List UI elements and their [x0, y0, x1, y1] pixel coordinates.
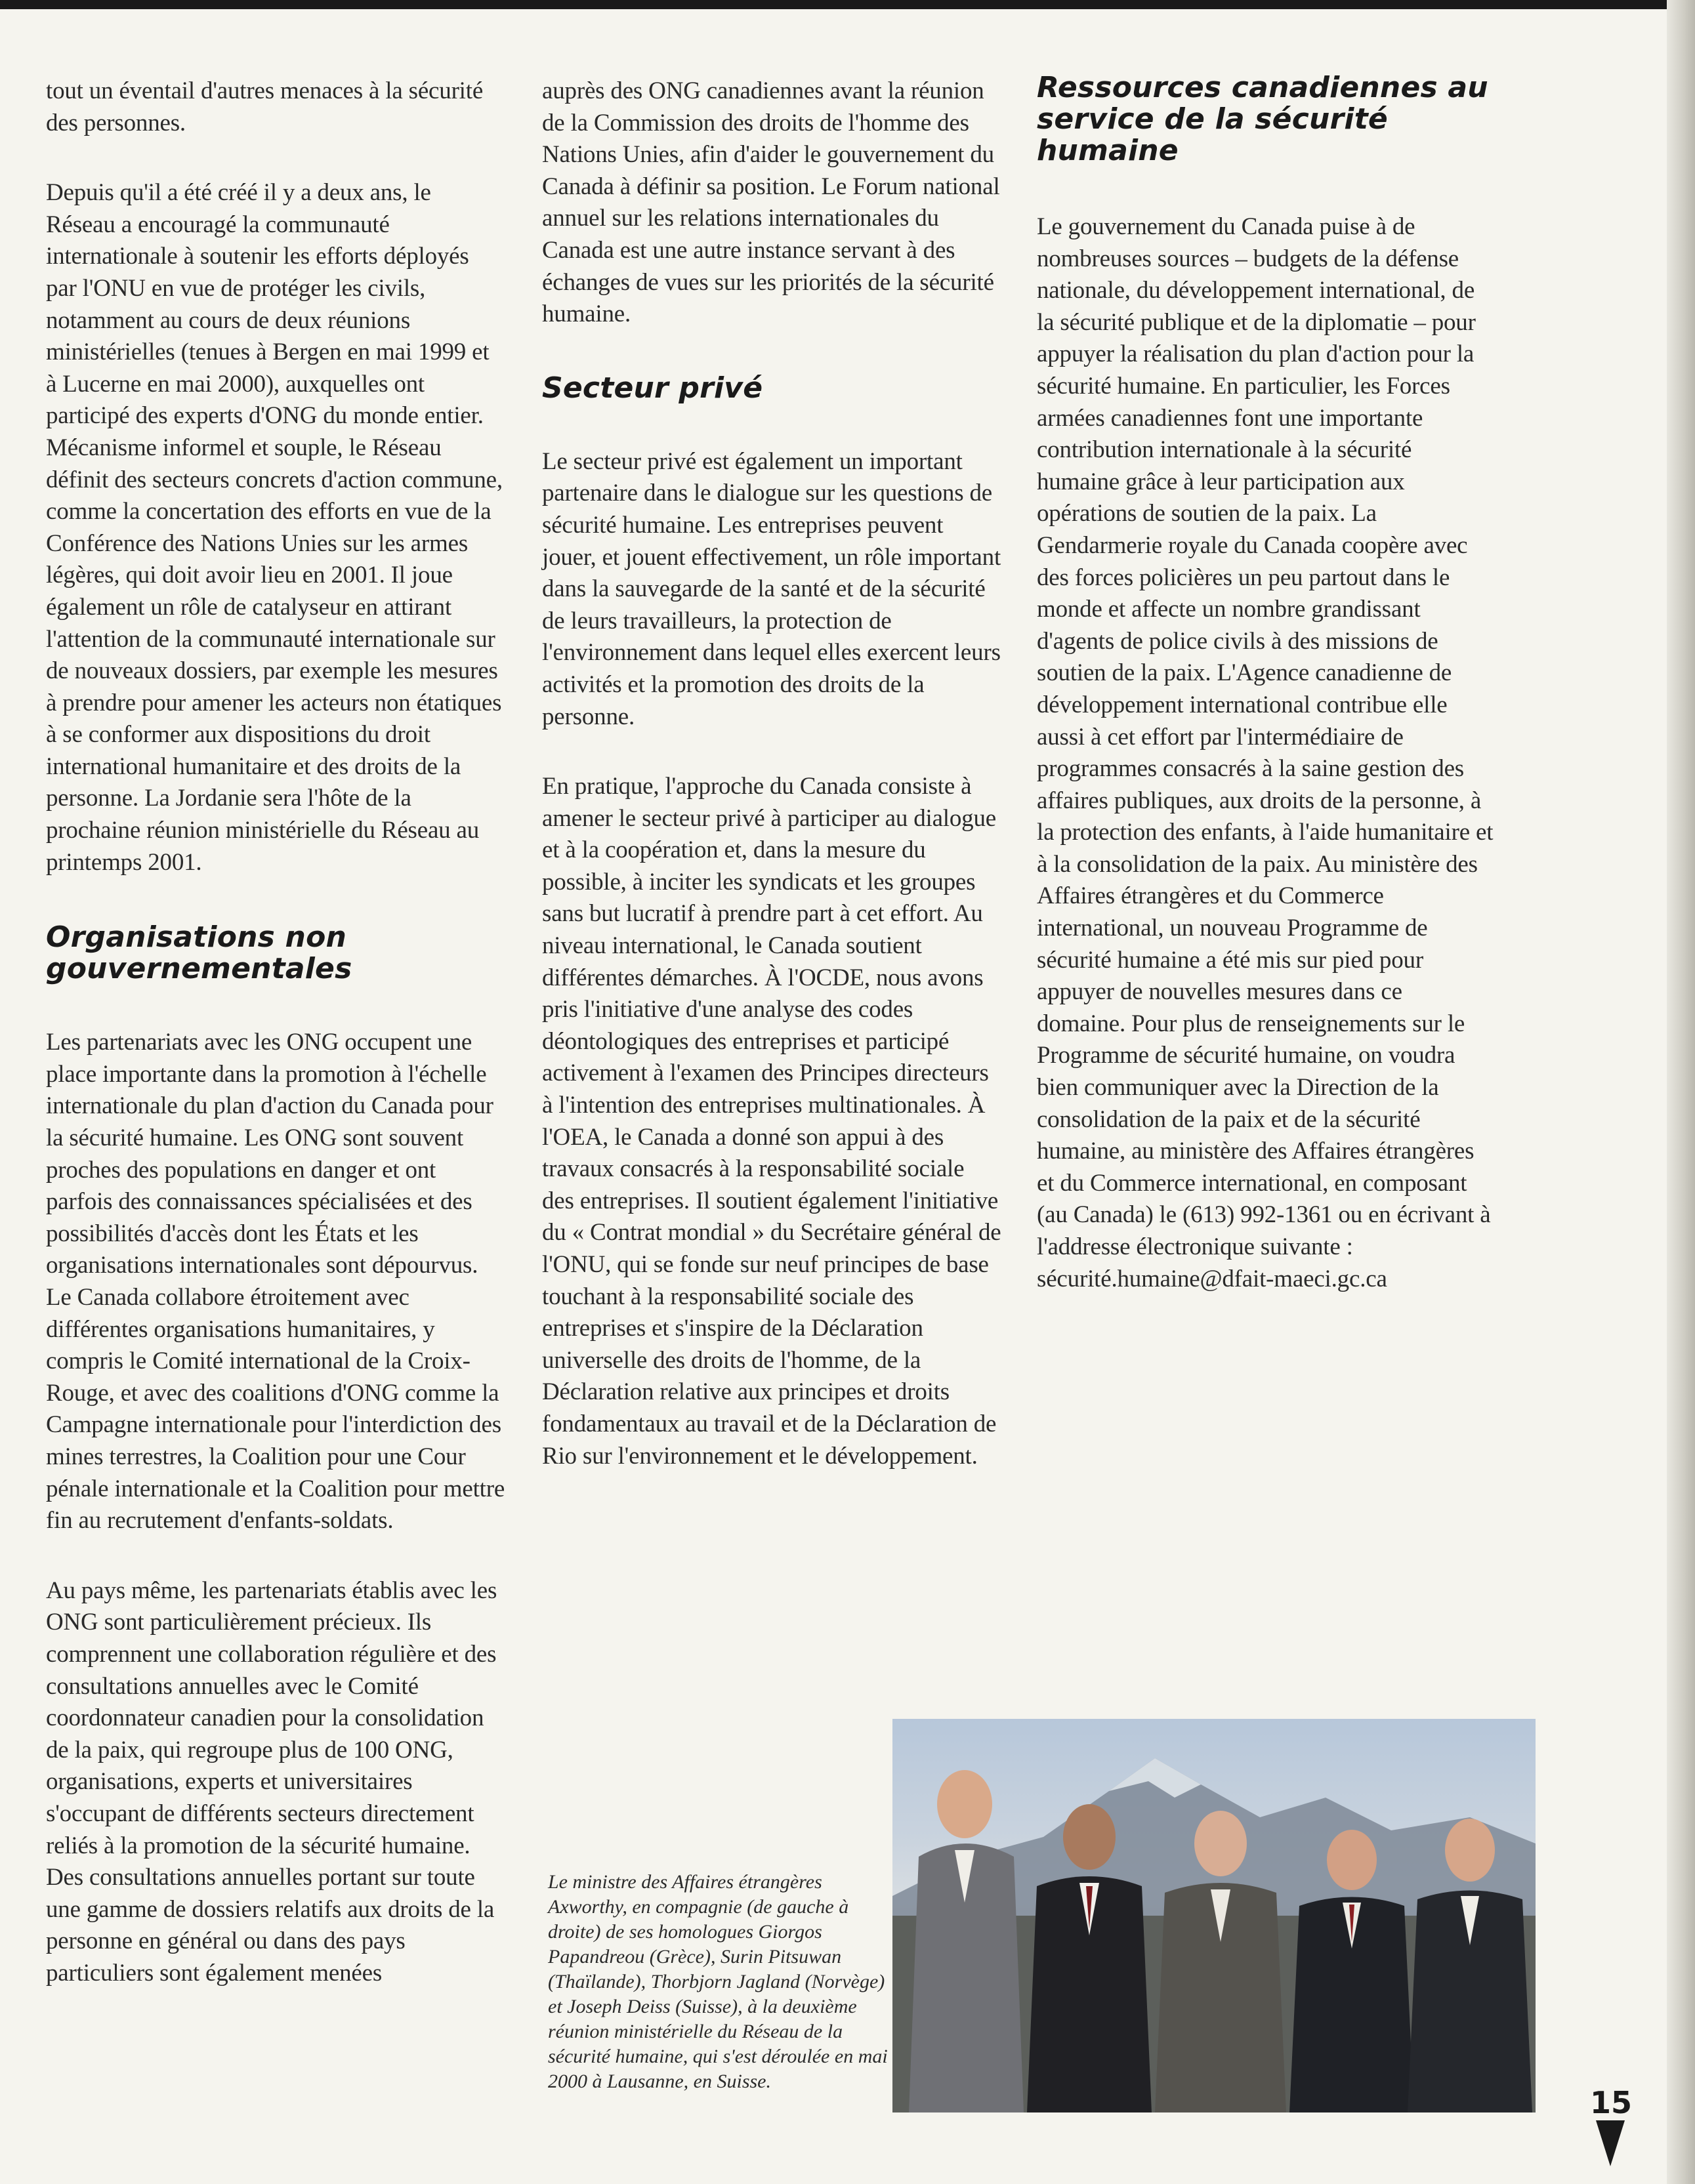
column-middle — [542, 75, 1001, 1472]
photo-caption: Le ministre des Affaires étrangères Axworthy, en compagnie (de gauche à droite) de ses homologues Giorgos Papandreou (Grèce), Surin Pitsuwan (Thaïlande), Thorbjorn Jagland (Norvège) et Joseph Deiss (Suisse), à la deuxième réunion ministérielle du Réseau de la sécurité humaine, qui s'est déroulée en mai 2000 à Lausanne, en Suisse. — [548, 1871, 888, 2092]
page-number: 15 — [1589, 2085, 1632, 2120]
section-heading-secteur-prive: Secteur privé — [542, 371, 763, 405]
page-arrow-icon — [1596, 2120, 1625, 2166]
top-edge — [0, 0, 1695, 9]
paragraph: Au pays même, les partenariats établis avec les ONG sont particulièrement précieux. Ils comprennent une collaboration régulière et des consultations annuelles avec le Comité coordonnateur canadien pour la consolidation de la paix, qui regroupe plus de 100 ONG, organisations, experts et universitaires s'occupant de différents secteurs directement reliés à la promotion de la sécurité humaine. Des consultations annuelles portant sur toute une gamme de dossiers relatifs aux droits de la personne en général ou dans des pays particuliers sont également menées — [46, 1576, 497, 1987]
column-left — [46, 75, 505, 1989]
page-fold-edge — [1667, 0, 1695, 2184]
person-1 — [909, 1770, 1024, 2112]
paragraph: Le secteur privé est également un important partenaire dans le dialogue sur les questions de sécurité humaine. Les entreprises peuvent jouer, et jouent effectivement, un rôle important dans la sauvegarde de la santé et de la sécurité de leurs travailleurs, la protection de l'environnement dans lequel elles exercent leurs activités et la promotion des droits de la personne. — [542, 447, 1001, 730]
paragraph: tout un éventail d'autres menaces à la sécurité des personnes. — [46, 77, 484, 136]
paragraph: Depuis qu'il a été créé il y a deux ans, le Réseau a encouragé la communauté internationale à soutenir les efforts déployés par l'ONU en vue de protéger les civils, notamment au cours de deux réunions ministérielles (tenues à Bergen en mai 1999 et à Lucerne en mai 2000), auxquelles ont participé des experts d'ONG du monde entier. Mécanisme informel et souple, le Réseau définit des secteurs concrets d'action commune, comme la concertation des efforts en vue de la Conférence des Nations Unies sur les armes légères, qui doit avoir lieu en 2001. Il joue également un rôle de catalyseur en attirant l'attention de la communauté internationale sur de nouveaux dossiers, par exemple les mesures à prendre pour amener les acteurs non étatiques à se conformer aux dispositions du droit international humanitaire et des droits de la personne. La Jordanie sera l'hôte de la prochaine réunion ministérielle du Réseau au printemps 2001. — [46, 179, 503, 876]
group-photo — [892, 1719, 1536, 2112]
paragraph: Le gouvernement du Canada puise à de nombreuses sources – budgets de la défense nationale, du développement international, de la sécurité publique et de la diplomatie – pour appuyer la réalisation du plan d'action pour la sécurité humaine. En particulier, les Forces armées canadiennes font une importante contribution internationale à la sécurité humaine grâce à leur participation aux opérations de soutien de la paix. La Gendarmerie royale du Canada coopère avec des forces policières un peu partout dans le monde et affecte un nombre grandissant d'agents de police civils à des missions de soutien de la paix. L'Agence canadienne de développement international contribue elle aussi à cet effort par l'intermédiaire de programmes consacrés à la saine gestion des affaires publiques, aux droits de la personne, à la protection des enfants, à l'aide humanitaire et à la consolidation de la paix. Au ministère des Affaires étrangères et du Commerce international, un nouveau Programme de sécurité humaine a été mis sur pied pour appuyer de nouvelles mesures dans ce domaine. Pour plus de renseignements sur le Programme de sécurité humaine, on voudra bien communiquer avec la Direction de la consolidation de la paix et de la sécurité humaine, au ministère des Affaires étrangères et du Commerce international, en composant (au Canada) le (613) 992-1361 ou en écrivant à l'addresse électronique suivante : sécurité.humaine@dfait-maeci.gc.ca — [1037, 213, 1494, 1292]
section-heading-ong: Organisations non gouvernementales — [46, 920, 352, 986]
column-right — [1037, 71, 1496, 1295]
section-heading-ressources: Ressources canadiennes au service de la sécurité humaine — [1037, 71, 1488, 167]
photo-illustration — [892, 1719, 1536, 2112]
paragraph: Les partenariats avec les ONG occupent une place importante dans la promotion à l'échelle internationale du plan d'action du Canada pour la sécurité humaine. Les ONG sont souvent proches des populations en danger et ont parfois des connaissances spécialisées et des possibilités d'accès dont les États et les organisations internationales sont dépourvus. Le Canada collabore étroitement avec différentes organisations humanitaires, y compris le Comité international de la Croix-Rouge, et avec des coalitions d'ONG comme la Campagne internationale pour l'interdiction des mines terrestres, la Coalition pour une Cour pénale internationale et la Coalition pour mettre fin au recrutement d'enfants-soldats. — [46, 1029, 505, 1535]
paragraph: En pratique, l'approche du Canada consiste à amener le secteur privé à participer au dialogue et à la coopération et, dans la mesure du possible, à inciter les syndicats et les groupes sans but lucratif à prendre part à cet effort. Au niveau international, le Canada soutient différentes démarches. À l'OCDE, nous avons pris l'initiative d'une analyse des codes déontologiques des entreprises et participé activement à l'examen des Principes directeurs à l'intention des entreprises multinationales. À l'OEA, le Canada a donné son appui à des travaux consacrés à la responsabilité sociale des entreprises. Il soutient également l'initiative du « Contrat mondial » du Secrétaire général de l'ONU, qui se fonde sur neuf principes de base touchant à la responsabilité sociale des entreprises et s'inspire de la Déclaration universelle des droits de l'homme, de la Déclaration relative aux principes et droits fondamentaux au travail et de la Déclaration de Rio sur l'environnement et le développement. — [542, 773, 1001, 1470]
paragraph: auprès des ONG canadiennes avant la réunion de la Commission des droits de l'homme des Nations Unies, afin d'aider le gouvernement du Canada à définir sa position. Le Forum national annuel sur les relations internationales du Canada est une autre instance servant à des échanges de vues sur les priorités de la sécurité humaine. — [542, 77, 1000, 328]
